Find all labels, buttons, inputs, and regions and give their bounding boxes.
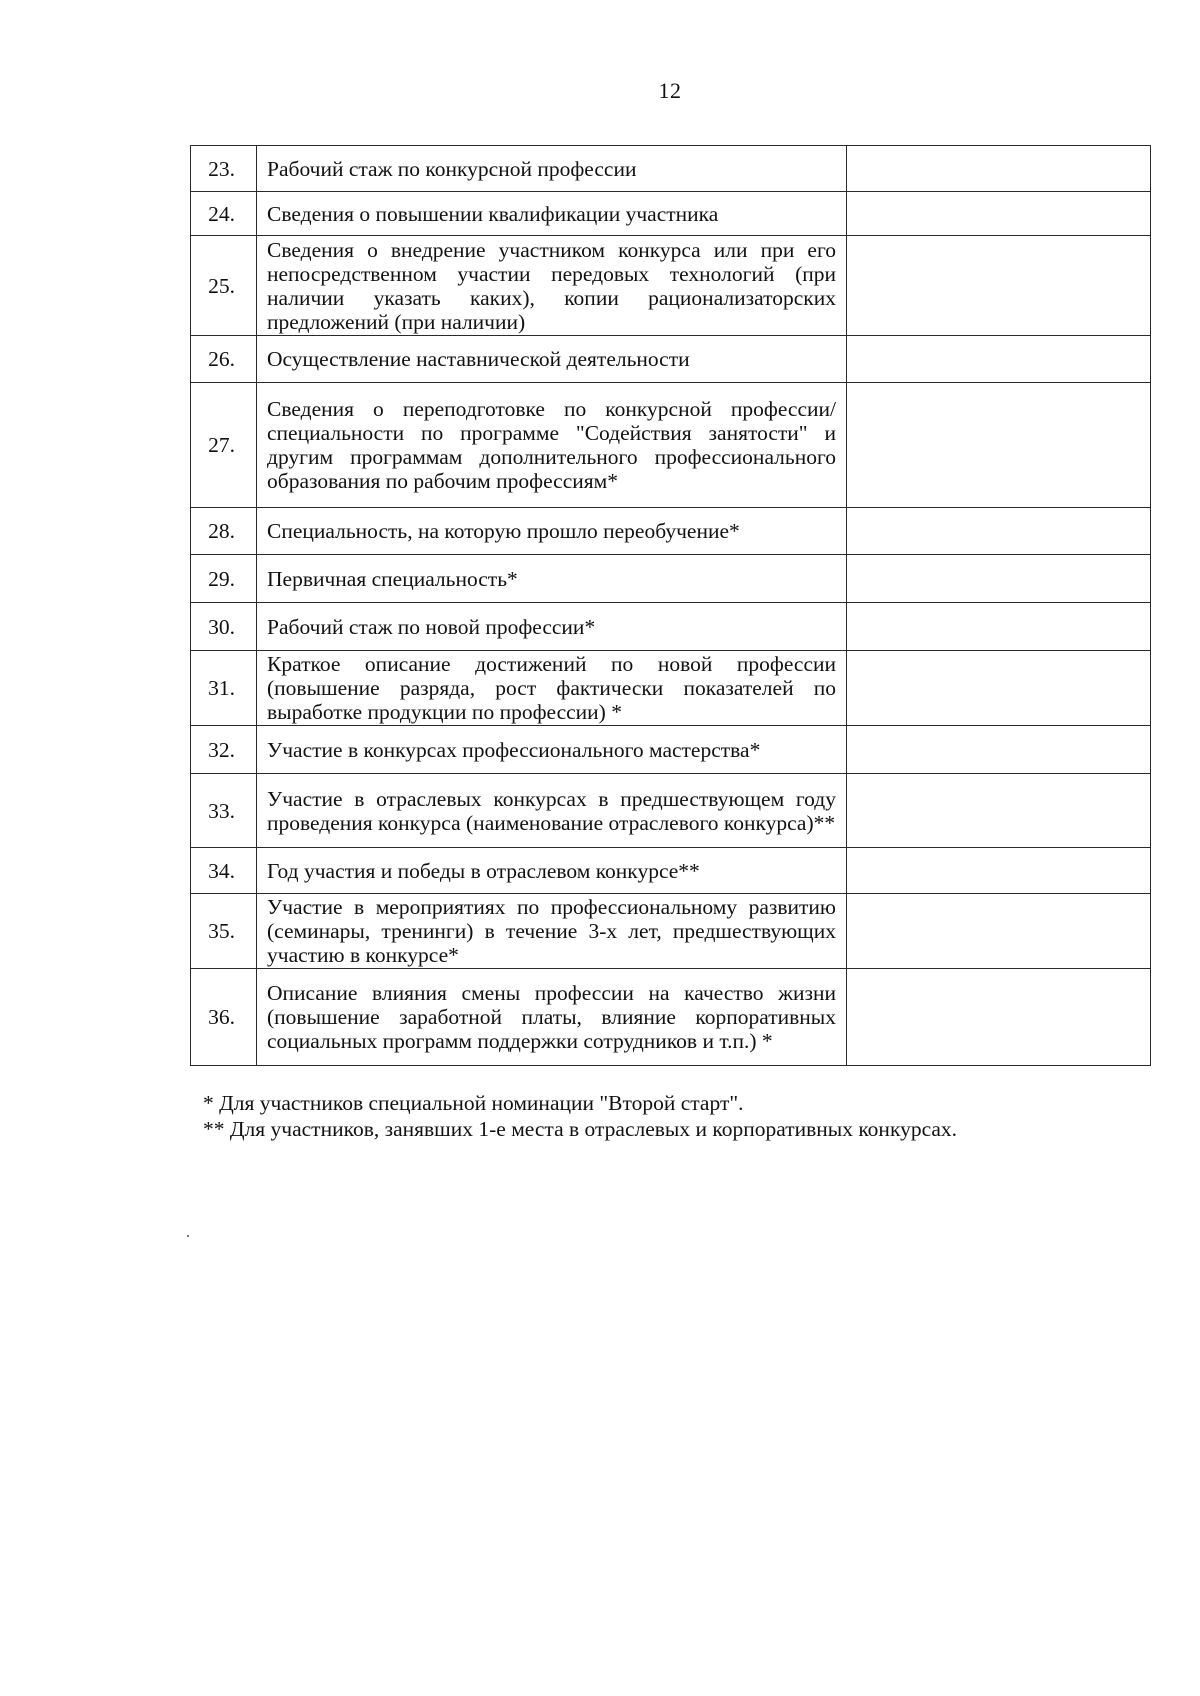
row-number: 35. (191, 894, 257, 969)
row-number: 27. (191, 383, 257, 508)
footnote-second-start: * Для участников специальной номинации "Второй старт". (203, 1091, 744, 1115)
table-row (191, 508, 1151, 555)
table-row (191, 894, 1151, 969)
row-value-cell[interactable] (847, 774, 1151, 848)
page-number: 12 (658, 78, 682, 103)
table-row (191, 383, 1151, 508)
row-value-cell[interactable] (847, 192, 1151, 236)
row-number: 33. (191, 774, 257, 848)
table-row (191, 848, 1151, 894)
table-row (191, 555, 1151, 603)
row-label: Участие в конкурсах профессионального мастерства* (257, 726, 847, 774)
row-value-cell[interactable] (847, 848, 1151, 894)
scan-speck (187, 1235, 189, 1237)
row-label: Год участия и победы в отраслевом конкурсе** (257, 848, 847, 894)
footnote-first-place: ** Для участников, занявших 1-е места в отраслевых и корпоративных конкурсах. (203, 1117, 958, 1141)
row-number: 24. (191, 192, 257, 236)
table-row (191, 192, 1151, 236)
row-label: Краткое описание достижений по новой профессии (повышение разряда, рост фактически показателей по выработке продукции по профессии) * (257, 651, 847, 726)
row-value-cell[interactable] (847, 603, 1151, 651)
row-label: Сведения о повышении квалификации участника (257, 192, 847, 236)
row-number: 31. (191, 651, 257, 726)
table-row (191, 651, 1151, 726)
row-number: 29. (191, 555, 257, 603)
row-value-cell[interactable] (847, 146, 1151, 192)
table-row (191, 774, 1151, 848)
row-label: Рабочий стаж по новой профессии* (257, 603, 847, 651)
row-value-cell[interactable] (847, 555, 1151, 603)
row-value-cell[interactable] (847, 726, 1151, 774)
row-label: Сведения о внедрение участником конкурса или при его непосредственном участии передовых технологий (при наличии указать каких), копии рационализаторских предложений (при наличии) (257, 236, 847, 336)
row-value-cell[interactable] (847, 969, 1151, 1066)
footnotes (203, 1090, 1103, 1142)
row-value-cell[interactable] (847, 651, 1151, 726)
row-number: 30. (191, 603, 257, 651)
row-number: 32. (191, 726, 257, 774)
table-row (191, 146, 1151, 192)
row-number: 34. (191, 848, 257, 894)
row-label: Сведения о переподготовке по конкурсной профессии/специальности по программе "Содействия занятости" и другим программам дополнительного профессионального образования по рабочим профессиям* (257, 383, 847, 508)
row-label: Осуществление наставнической деятельности (257, 336, 847, 383)
row-value-cell[interactable] (847, 894, 1151, 969)
table-row (191, 336, 1151, 383)
row-value-cell[interactable] (847, 508, 1151, 555)
table-row (191, 969, 1151, 1066)
row-number: 25. (191, 236, 257, 336)
row-value-cell[interactable] (847, 336, 1151, 383)
row-value-cell[interactable] (847, 383, 1151, 508)
row-value-cell[interactable] (847, 236, 1151, 336)
row-label: Участие в отраслевых конкурсах в предшествующем году проведения конкурса (наименование отраслевого конкурса)** (257, 774, 847, 848)
table-row (191, 236, 1151, 336)
row-label: Первичная специальность* (257, 555, 847, 603)
table-row (191, 603, 1151, 651)
row-label: Специальность, на которую прошло переобучение* (257, 508, 847, 555)
row-label: Участие в мероприятиях по профессиональному развитию (семинары, тренинги) в течение 3-х лет, предшествующих участию в конкурсе* (257, 894, 847, 969)
row-label: Рабочий стаж по конкурсной профессии (257, 146, 847, 192)
row-number: 28. (191, 508, 257, 555)
questionnaire-table (190, 145, 1151, 1066)
table-row (191, 726, 1151, 774)
row-number: 36. (191, 969, 257, 1066)
row-number: 23. (191, 146, 257, 192)
row-label: Описание влияния смены профессии на качество жизни (повышение заработной платы, влияние корпоративных социальных программ поддержки сотрудников и т.п.) * (257, 969, 847, 1066)
row-number: 26. (191, 336, 257, 383)
